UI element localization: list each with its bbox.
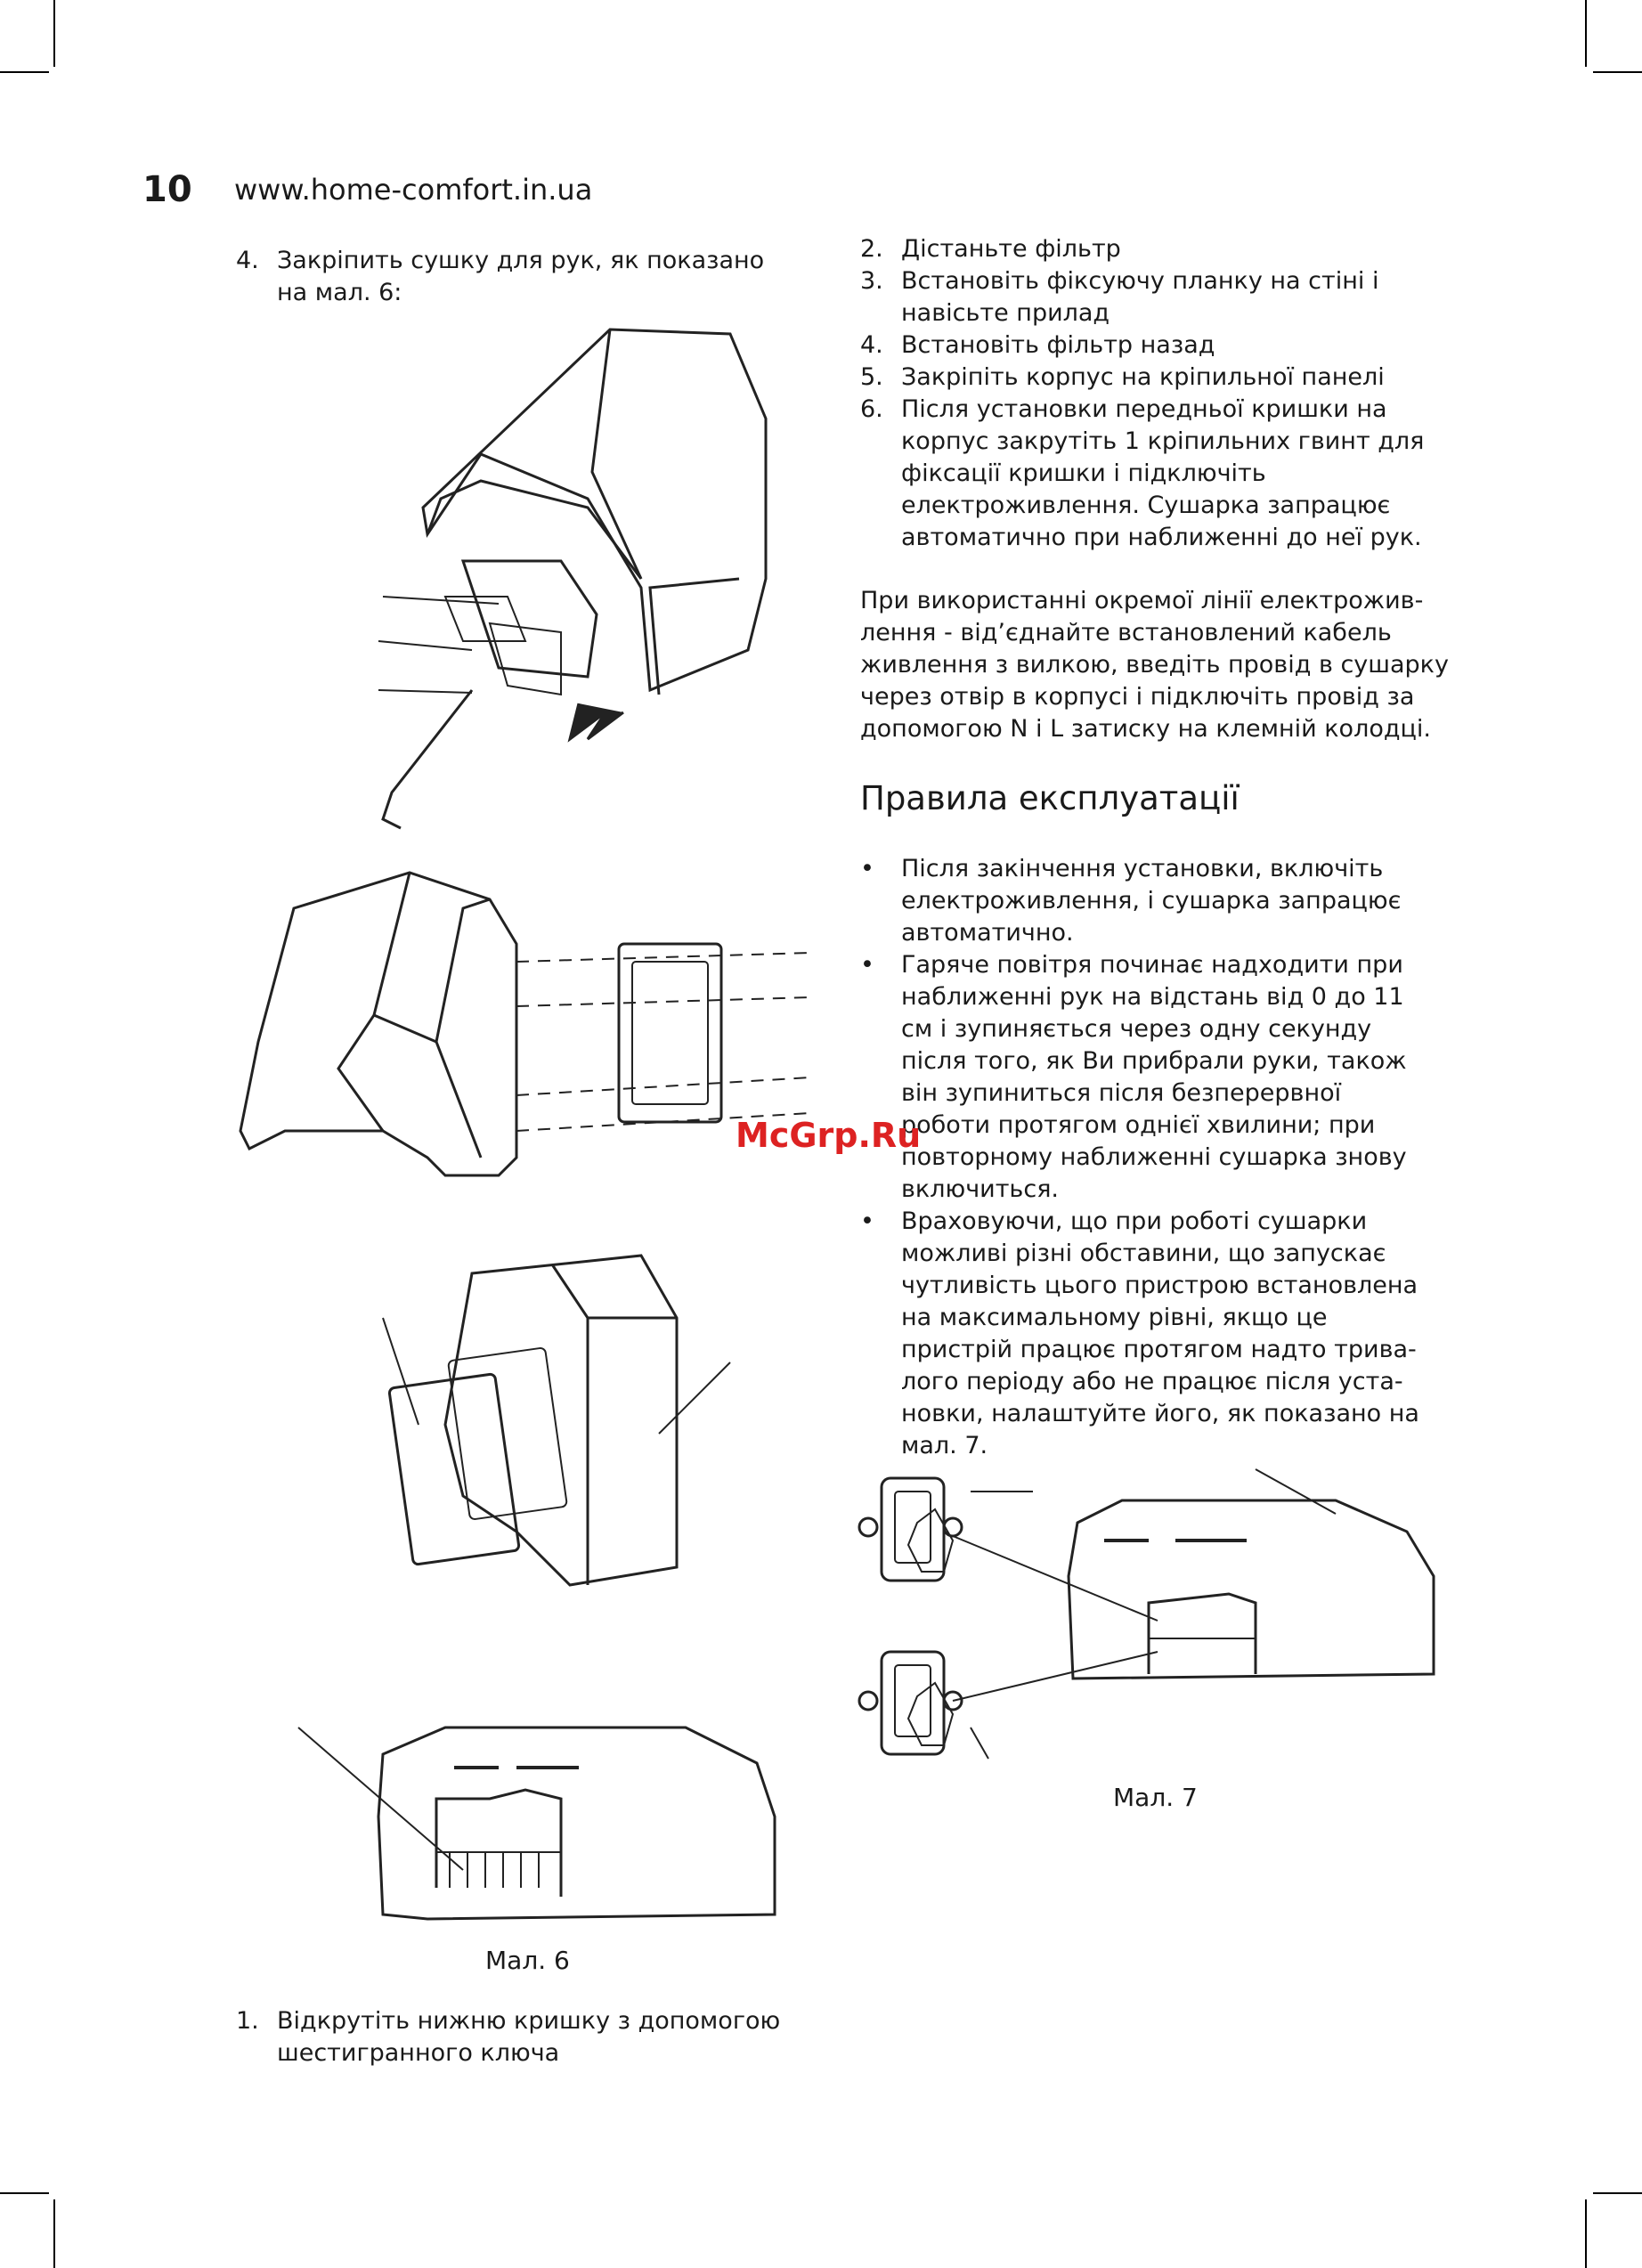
crop-mark xyxy=(1593,71,1642,73)
step-text: Після установки передньої кришки на корпус закрутіть 1 кріпильних гвинт для фіксації кришки і підключіть електроживлення. Сушарка запрацює автоматично при наближенні до неї рук. xyxy=(901,395,1425,551)
list-item xyxy=(860,949,1430,1206)
bullet: • xyxy=(860,855,874,882)
bullet: • xyxy=(860,951,874,979)
figure-7-caption: Мал. 7 xyxy=(1113,1783,1198,1812)
step-text: Відкрутіть нижню кришку з допомогою шестигранного ключа xyxy=(277,2007,781,2067)
website-url: www.home-comfort.in.ua xyxy=(234,173,593,207)
step-number: 4. xyxy=(860,331,883,359)
step-text: Закріпіть корпус на кріпильної панелі xyxy=(901,363,1385,391)
list-item xyxy=(860,394,1430,554)
list-item xyxy=(860,1206,1430,1462)
list-item xyxy=(860,362,1430,394)
figure-6-caption: Мал. 6 xyxy=(485,1946,570,1975)
bullet: • xyxy=(860,1207,874,1235)
power-line-paragraph: При використанні окремої лінії електроживлення - від’єднайте встановлений кабель живлення з вилкою, введіть провід в сушарку через отвір в корпусі і підключіть провід за допомогою N і L затиску на клемній колодці. xyxy=(860,587,1449,743)
list-item xyxy=(236,245,797,309)
left-step-list xyxy=(236,245,797,309)
figure-sensitivity-switch xyxy=(855,1460,1451,1772)
list-item xyxy=(860,265,1430,329)
right-step-list xyxy=(860,233,1430,554)
crop-mark xyxy=(53,2199,55,2268)
figure-mounting-plate xyxy=(232,864,819,1202)
list-item xyxy=(860,233,1430,265)
bullet-text: Після закінчення установки, включіть електроживлення, і сушарка запрацює автоматично. xyxy=(901,855,1402,947)
list-item xyxy=(860,853,1430,949)
bullet-text: Враховуючи, що при роботі сушарки можливі різні обставини, що запускає чутливість цього пристрою встановлена на максимальному рівні, якщо це пристрій працює протягом надто тривалого періоду або не працює після установки, налаштуйте його, як показано на мал. 7. xyxy=(901,1207,1419,1459)
step-number: 6. xyxy=(860,395,883,423)
step-number: 2. xyxy=(860,235,883,263)
list-item xyxy=(860,329,1430,362)
figure-filter-removal xyxy=(356,321,801,837)
figure-dryer-on-plate xyxy=(374,1247,748,1603)
step-number: 3. xyxy=(860,267,883,295)
crop-mark xyxy=(0,2192,49,2194)
step-text: Встановіть фільтр назад xyxy=(901,331,1215,359)
crop-mark xyxy=(1585,0,1587,67)
step-text: Закріпить сушку для рук, як показано на мал. 6: xyxy=(277,247,765,306)
step-number: 1. xyxy=(236,2007,259,2035)
step-number: 5. xyxy=(860,363,883,391)
page-number: 10 xyxy=(142,169,192,210)
crop-mark xyxy=(1593,2192,1642,2194)
step-text: Дістаньте фільтр xyxy=(901,235,1121,263)
list-item xyxy=(236,2005,797,2069)
section-title: Правила експлуатації xyxy=(860,779,1240,817)
step-number: 4. xyxy=(236,247,259,274)
step-text: Встановіть фіксуючу планку на стіні і навісьте прилад xyxy=(901,267,1379,327)
usage-rules-list xyxy=(860,853,1430,1462)
crop-mark xyxy=(1585,2199,1587,2268)
crop-mark xyxy=(53,0,55,67)
watermark: McGrp.Ru xyxy=(736,1116,922,1155)
figure-terminal-block xyxy=(294,1719,793,1941)
bullet-text: Гаряче повітря починає надходити при наближенні рук на відстань від 0 до 11 см і зупиняється через одну секунду після того, як Ви прибрали руки, також він зупиниться після безперервної роботи протягом однієї хвилини; при повторному наближенні сушарка знову включиться. xyxy=(901,951,1407,1203)
left-step-list-bottom xyxy=(236,2005,797,2069)
crop-mark xyxy=(0,71,49,73)
